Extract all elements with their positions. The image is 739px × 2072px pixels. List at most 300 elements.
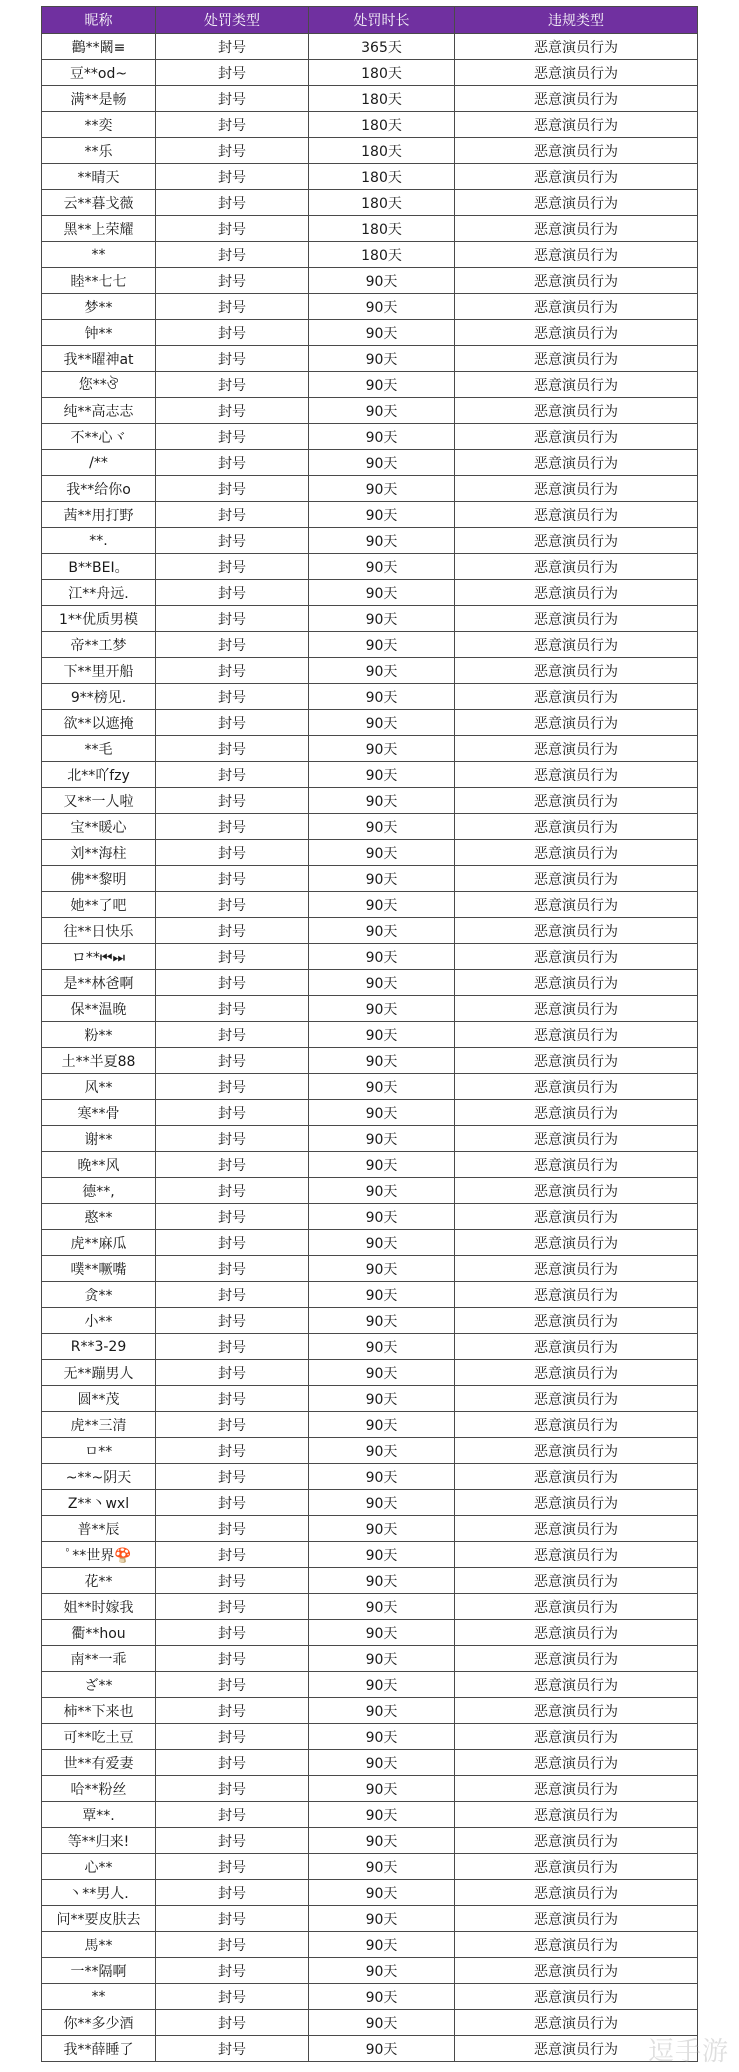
cell-nickname: 可**吃土豆 [42,1724,156,1750]
cell-nickname: 谢** [42,1126,156,1152]
table-row [42,268,698,294]
cell-violation-type: 恶意演员行为 [455,1620,698,1646]
cell-penalty-type: 封号 [156,918,309,944]
cell-penalty-type: 封号 [156,1022,309,1048]
cell-nickname: 佛**黎明 [42,866,156,892]
cell-penalty-type: 封号 [156,1854,309,1880]
cell-penalty-type: 封号 [156,1282,309,1308]
cell-nickname: ロ**⏮⏭ [42,944,156,970]
cell-penalty-duration: 90天 [309,1568,455,1594]
cell-violation-type: 恶意演员行为 [455,216,698,242]
cell-nickname: ㅁ** [42,1438,156,1464]
cell-violation-type: 恶意演员行为 [455,1178,698,1204]
cell-violation-type: 恶意演员行为 [455,372,698,398]
cell-penalty-type: 封号 [156,1256,309,1282]
cell-penalty-type: 封号 [156,2036,309,2062]
cell-penalty-duration: 90天 [309,684,455,710]
cell-penalty-duration: 90天 [309,658,455,684]
cell-violation-type: 恶意演员行为 [455,606,698,632]
table-row [42,1542,698,1568]
cell-nickname: 寒**骨 [42,1100,156,1126]
cell-penalty-duration: 90天 [309,1802,455,1828]
cell-violation-type: 恶意演员行为 [455,996,698,1022]
table-row [42,294,698,320]
cell-penalty-type: 封号 [156,1100,309,1126]
cell-penalty-type: 封号 [156,1958,309,1984]
table-row [42,1802,698,1828]
cell-violation-type: 恶意演员行为 [455,60,698,86]
table-row [42,606,698,632]
cell-violation-type: 恶意演员行为 [455,424,698,450]
table-row [42,1178,698,1204]
table-row [42,1698,698,1724]
cell-violation-type: 恶意演员行为 [455,840,698,866]
cell-penalty-duration: 180天 [309,164,455,190]
cell-penalty-duration: 90天 [309,320,455,346]
table-row [42,580,698,606]
cell-penalty-type: 封号 [156,1308,309,1334]
cell-violation-type: 恶意演员行为 [455,346,698,372]
table-row [42,970,698,996]
table-row [42,1750,698,1776]
table-row [42,762,698,788]
table-row [42,1360,698,1386]
cell-nickname: 一**隔啊 [42,1958,156,1984]
cell-nickname: 丶**男人. [42,1880,156,1906]
table-row [42,1438,698,1464]
cell-penalty-type: 封号 [156,372,309,398]
cell-penalty-type: 封号 [156,1750,309,1776]
cell-penalty-duration: 90天 [309,892,455,918]
cell-penalty-type: 封号 [156,554,309,580]
cell-penalty-duration: 90天 [309,1854,455,1880]
cell-penalty-duration: 90天 [309,1984,455,2010]
cell-penalty-duration: 180天 [309,112,455,138]
cell-penalty-type: 封号 [156,1568,309,1594]
cell-violation-type: 恶意演员行为 [455,190,698,216]
cell-penalty-type: 封号 [156,1724,309,1750]
table-row [42,1490,698,1516]
cell-nickname: 睦**七七 [42,268,156,294]
table-row [42,502,698,528]
cell-violation-type: 恶意演员行为 [455,86,698,112]
cell-violation-type: 恶意演员行为 [455,34,698,60]
table-row [42,944,698,970]
cell-penalty-type: 封号 [156,1776,309,1802]
cell-violation-type: 恶意演员行为 [455,450,698,476]
table-row [42,1620,698,1646]
cell-penalty-duration: 90天 [309,1386,455,1412]
cell-violation-type: 恶意演员行为 [455,1828,698,1854]
cell-nickname: 南**一乖 [42,1646,156,1672]
cell-penalty-duration: 90天 [309,1516,455,1542]
table-row [42,372,698,398]
table-row [42,1074,698,1100]
cell-penalty-type: 封号 [156,1932,309,1958]
cell-violation-type: 恶意演员行为 [455,1958,698,1984]
cell-penalty-duration: 90天 [309,788,455,814]
cell-violation-type: 恶意演员行为 [455,1256,698,1282]
cell-violation-type: 恶意演员行为 [455,944,698,970]
cell-penalty-duration: 90天 [309,736,455,762]
cell-nickname: ** [42,242,156,268]
cell-violation-type: 恶意演员行为 [455,710,698,736]
cell-penalty-type: 封号 [156,866,309,892]
cell-violation-type: 恶意演员行为 [455,242,698,268]
table-row [42,112,698,138]
cell-penalty-duration: 90天 [309,554,455,580]
cell-violation-type: 恶意演员行为 [455,1048,698,1074]
penalty-table [41,6,698,2062]
cell-penalty-type: 封号 [156,710,309,736]
cell-penalty-type: 封号 [156,814,309,840]
cell-nickname: 你**多少酒 [42,2010,156,2036]
table-row [42,1594,698,1620]
table-row [42,242,698,268]
cell-penalty-type: 封号 [156,606,309,632]
cell-penalty-duration: 180天 [309,242,455,268]
cell-violation-type: 恶意演员行为 [455,1802,698,1828]
cell-violation-type: 恶意演员行为 [455,1464,698,1490]
cell-violation-type: 恶意演员行为 [455,1204,698,1230]
cell-nickname: 钟** [42,320,156,346]
cell-violation-type: 恶意演员行为 [455,1854,698,1880]
table-row [42,2036,698,2062]
table-row [42,1308,698,1334]
cell-penalty-type: 封号 [156,684,309,710]
cell-penalty-type: 封号 [156,632,309,658]
cell-nickname: 茜**用打野 [42,502,156,528]
cell-violation-type: 恶意演员行为 [455,1074,698,1100]
cell-penalty-duration: 90天 [309,1490,455,1516]
cell-nickname: 保**温晚 [42,996,156,1022]
cell-penalty-type: 封号 [156,294,309,320]
table-row [42,1334,698,1360]
cell-nickname: 小** [42,1308,156,1334]
cell-nickname: 无**蹦男人 [42,1360,156,1386]
cell-penalty-duration: 90天 [309,1412,455,1438]
cell-penalty-type: 封号 [156,216,309,242]
cell-nickname: **乐 [42,138,156,164]
cell-violation-type: 恶意演员行为 [455,1360,698,1386]
cell-penalty-duration: 90天 [309,1230,455,1256]
cell-penalty-duration: 90天 [309,1776,455,1802]
table-row [42,1100,698,1126]
cell-penalty-type: 封号 [156,1438,309,1464]
cell-nickname: 刘**海柱 [42,840,156,866]
penalty-table-container [41,6,697,2062]
cell-penalty-type: 封号 [156,1360,309,1386]
cell-violation-type: 恶意演员行为 [455,1334,698,1360]
table-row [42,1048,698,1074]
cell-violation-type: 恶意演员行为 [455,1152,698,1178]
table-row [42,918,698,944]
header-penalty-type: 处罚类型 [156,7,309,34]
cell-penalty-duration: 90天 [309,814,455,840]
cell-violation-type: 恶意演员行为 [455,554,698,580]
table-row [42,1022,698,1048]
table-row [42,1516,698,1542]
cell-penalty-duration: 90天 [309,1152,455,1178]
cell-nickname: 德**, [42,1178,156,1204]
cell-penalty-type: 封号 [156,580,309,606]
cell-penalty-duration: 90天 [309,476,455,502]
cell-penalty-duration: 90天 [309,1880,455,1906]
cell-penalty-duration: 90天 [309,866,455,892]
cell-penalty-duration: 90天 [309,1360,455,1386]
table-row [42,1204,698,1230]
cell-penalty-type: 封号 [156,840,309,866]
cell-nickname: 纯**高志志 [42,398,156,424]
cell-penalty-duration: 90天 [309,1282,455,1308]
table-row [42,424,698,450]
cell-penalty-type: 封号 [156,398,309,424]
table-row [42,554,698,580]
table-row [42,398,698,424]
cell-penalty-duration: 90天 [309,1828,455,1854]
table-row [42,1880,698,1906]
table-row [42,320,698,346]
cell-penalty-type: 封号 [156,944,309,970]
table-row [42,710,698,736]
cell-penalty-duration: 90天 [309,2036,455,2062]
cell-nickname: **奕 [42,112,156,138]
cell-penalty-type: 封号 [156,1542,309,1568]
cell-penalty-duration: 180天 [309,138,455,164]
table-row [42,1828,698,1854]
cell-nickname: 下**里开船 [42,658,156,684]
cell-violation-type: 恶意演员行为 [455,970,698,996]
cell-nickname: 贪** [42,1282,156,1308]
cell-penalty-duration: 90天 [309,450,455,476]
cell-nickname: 又**一人啦 [42,788,156,814]
cell-penalty-type: 封号 [156,2010,309,2036]
cell-penalty-duration: 90天 [309,1906,455,1932]
cell-nickname: 往**日快乐 [42,918,156,944]
table-row [42,1958,698,1984]
cell-penalty-type: 封号 [156,970,309,996]
cell-nickname: 噗**噘嘴 [42,1256,156,1282]
cell-violation-type: 恶意演员行为 [455,320,698,346]
cell-nickname: 姐**时嫁我 [42,1594,156,1620]
cell-penalty-type: 封号 [156,1516,309,1542]
cell-penalty-type: 封号 [156,1230,309,1256]
table-row [42,1568,698,1594]
table-body [42,34,698,2062]
cell-nickname: 她**了吧 [42,892,156,918]
table-row [42,34,698,60]
cell-penalty-type: 封号 [156,736,309,762]
table-row [42,840,698,866]
cell-penalty-type: 封号 [156,268,309,294]
cell-nickname: 馬** [42,1932,156,1958]
cell-nickname: Z**丶wxl [42,1490,156,1516]
cell-penalty-type: 封号 [156,346,309,372]
cell-penalty-type: 封号 [156,788,309,814]
cell-nickname: 土**半夏88 [42,1048,156,1074]
cell-nickname: 宝**暖心 [42,814,156,840]
cell-nickname: R**3-29 [42,1334,156,1360]
cell-penalty-type: 封号 [156,996,309,1022]
cell-nickname: 9**榜见. [42,684,156,710]
cell-nickname: **毛 [42,736,156,762]
cell-violation-type: 恶意演员行为 [455,294,698,320]
cell-penalty-type: 封号 [156,658,309,684]
cell-violation-type: 恶意演员行为 [455,1126,698,1152]
header-violation-type: 违规类型 [455,7,698,34]
table-row [42,1724,698,1750]
cell-nickname: 圆**茂 [42,1386,156,1412]
cell-penalty-duration: 90天 [309,268,455,294]
cell-violation-type: 恶意演员行为 [455,632,698,658]
cell-violation-type: 恶意演员行为 [455,1932,698,1958]
cell-penalty-type: 封号 [156,1126,309,1152]
cell-nickname: 1**优质男模 [42,606,156,632]
table-row [42,736,698,762]
cell-violation-type: 恶意演员行为 [455,1412,698,1438]
cell-violation-type: 恶意演员行为 [455,1386,698,1412]
cell-violation-type: 恶意演员行为 [455,892,698,918]
cell-nickname: 是**林爸啊 [42,970,156,996]
cell-penalty-type: 封号 [156,1646,309,1672]
table-row [42,164,698,190]
cell-penalty-duration: 90天 [309,1074,455,1100]
table-row [42,1854,698,1880]
table-row [42,346,698,372]
cell-violation-type: 恶意演员行为 [455,164,698,190]
cell-penalty-duration: 90天 [309,2010,455,2036]
cell-penalty-duration: 90天 [309,970,455,996]
cell-penalty-duration: 90天 [309,398,455,424]
cell-penalty-type: 封号 [156,502,309,528]
cell-nickname: 北**吖fzy [42,762,156,788]
cell-penalty-type: 封号 [156,1880,309,1906]
cell-violation-type: 恶意演员行为 [455,762,698,788]
table-row [42,866,698,892]
cell-penalty-duration: 180天 [309,216,455,242]
cell-penalty-duration: 90天 [309,1308,455,1334]
cell-penalty-type: 封号 [156,242,309,268]
cell-violation-type: 恶意演员行为 [455,736,698,762]
cell-violation-type: 恶意演员行为 [455,1230,698,1256]
cell-nickname: 帝**工梦 [42,632,156,658]
table-row [42,476,698,502]
cell-penalty-duration: 90天 [309,632,455,658]
table-row [42,450,698,476]
table-row [42,138,698,164]
cell-violation-type: 恶意演员行为 [455,866,698,892]
cell-penalty-duration: 90天 [309,1438,455,1464]
table-row [42,1412,698,1438]
table-row [42,1230,698,1256]
cell-nickname: 粉** [42,1022,156,1048]
cell-penalty-type: 封号 [156,892,309,918]
cell-nickname: 花** [42,1568,156,1594]
cell-violation-type: 恶意演员行为 [455,268,698,294]
cell-penalty-type: 封号 [156,1620,309,1646]
cell-penalty-type: 封号 [156,1386,309,1412]
cell-penalty-duration: 90天 [309,996,455,1022]
cell-penalty-type: 封号 [156,528,309,554]
cell-penalty-duration: 90天 [309,502,455,528]
cell-penalty-type: 封号 [156,476,309,502]
cell-nickname: 黑**上荣耀 [42,216,156,242]
table-row [42,1776,698,1802]
cell-nickname: ~**~阴天 [42,1464,156,1490]
cell-violation-type: 恶意演员行为 [455,1776,698,1802]
cell-violation-type: 恶意演员行为 [455,1724,698,1750]
cell-nickname: 我**给你o [42,476,156,502]
cell-penalty-duration: 90天 [309,1204,455,1230]
watermark-logo: 逗手游 [647,2037,729,2067]
cell-violation-type: 恶意演员行为 [455,1880,698,1906]
cell-penalty-type: 封号 [156,1672,309,1698]
cell-nickname: 衢**hou [42,1620,156,1646]
cell-violation-type: 恶意演员行为 [455,684,698,710]
cell-penalty-type: 封号 [156,112,309,138]
table-row [42,1932,698,1958]
table-row [42,996,698,1022]
cell-penalty-duration: 90天 [309,1672,455,1698]
cell-violation-type: 恶意演员行为 [455,502,698,528]
table-row [42,1646,698,1672]
table-row [42,892,698,918]
table-row [42,788,698,814]
table-row [42,1386,698,1412]
cell-nickname: 虎**麻瓜 [42,1230,156,1256]
cell-penalty-type: 封号 [156,1698,309,1724]
cell-penalty-type: 封号 [156,1464,309,1490]
table-row [42,86,698,112]
cell-nickname: 虎**三清 [42,1412,156,1438]
cell-penalty-duration: 90天 [309,1698,455,1724]
cell-violation-type: 恶意演员行为 [455,1698,698,1724]
table-row [42,2010,698,2036]
table-row [42,1464,698,1490]
cell-penalty-duration: 90天 [309,1932,455,1958]
cell-nickname: ざ** [42,1672,156,1698]
cell-nickname: 鸛**鬫≡ [42,34,156,60]
cell-nickname: 云**暮戈薇 [42,190,156,216]
cell-penalty-type: 封号 [156,1204,309,1230]
cell-penalty-duration: 90天 [309,424,455,450]
cell-nickname: 风** [42,1074,156,1100]
table-row [42,1984,698,2010]
cell-violation-type: 恶意演员行为 [455,1490,698,1516]
cell-nickname: 心** [42,1854,156,1880]
cell-penalty-duration: 90天 [309,1646,455,1672]
cell-penalty-type: 封号 [156,1906,309,1932]
cell-nickname: 问**要皮肤去 [42,1906,156,1932]
cell-penalty-type: 封号 [156,1594,309,1620]
table-row [42,632,698,658]
cell-nickname: ﾟ**世界🍄 [42,1542,156,1568]
cell-violation-type: 恶意演员行为 [455,1646,698,1672]
cell-violation-type: 恶意演员行为 [455,1438,698,1464]
cell-violation-type: 恶意演员行为 [455,788,698,814]
cell-nickname: 江**舟远. [42,580,156,606]
cell-penalty-duration: 90天 [309,918,455,944]
cell-nickname: 不**心ヾ [42,424,156,450]
cell-penalty-type: 封号 [156,86,309,112]
cell-nickname: /** [42,450,156,476]
cell-penalty-type: 封号 [156,190,309,216]
cell-penalty-duration: 180天 [309,60,455,86]
cell-penalty-duration: 90天 [309,372,455,398]
cell-penalty-type: 封号 [156,762,309,788]
cell-penalty-type: 封号 [156,138,309,164]
cell-penalty-type: 封号 [156,450,309,476]
